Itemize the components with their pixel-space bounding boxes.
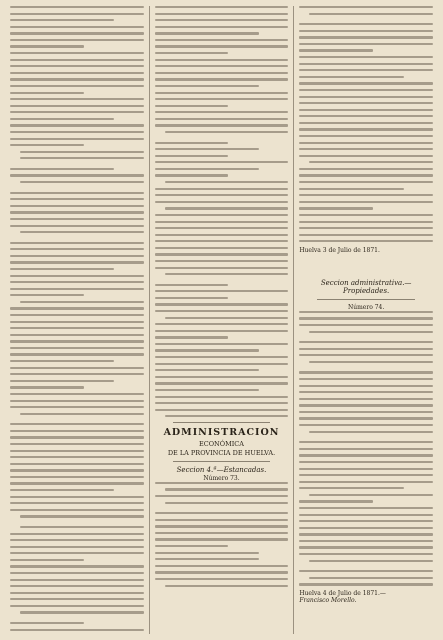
text-line <box>155 369 259 371</box>
text-line <box>10 281 144 283</box>
text-line <box>299 188 403 190</box>
text-line <box>10 367 144 369</box>
text-line <box>299 30 433 32</box>
text-line <box>299 311 433 313</box>
text-line <box>165 585 289 587</box>
column-2-text-top <box>155 6 289 417</box>
text-line <box>10 261 144 263</box>
text-line <box>155 142 229 144</box>
text-line <box>155 558 259 560</box>
text-line <box>10 78 144 80</box>
text-line <box>299 378 433 380</box>
text-line <box>299 194 433 196</box>
text-line <box>10 211 144 213</box>
text-line <box>10 546 144 548</box>
text-line <box>155 194 289 196</box>
text-line <box>10 400 144 402</box>
text-line <box>309 161 433 163</box>
text-line <box>155 356 289 358</box>
text-line <box>299 371 433 373</box>
text-line <box>299 411 433 413</box>
text-line <box>155 26 289 28</box>
section-title: ADMINISTRACION <box>163 426 280 438</box>
text-line <box>155 111 289 113</box>
text-line <box>155 85 259 87</box>
text-line <box>155 525 289 527</box>
text-line <box>155 565 289 567</box>
text-line <box>299 142 433 144</box>
text-line <box>299 174 433 176</box>
text-line <box>10 386 84 388</box>
text-line <box>155 78 289 80</box>
text-line <box>165 488 289 490</box>
text-line <box>155 247 289 249</box>
text-line <box>299 122 433 124</box>
text-line <box>20 231 144 233</box>
text-line <box>10 509 144 511</box>
text-line <box>155 188 289 190</box>
text-line <box>155 221 289 223</box>
text-line <box>155 52 229 54</box>
text-line <box>10 406 144 408</box>
text-line <box>299 448 433 450</box>
text-line <box>155 253 289 255</box>
notice-number: Número 73. <box>203 474 240 482</box>
text-line <box>10 174 144 176</box>
text-line <box>299 76 403 78</box>
text-line <box>155 118 289 120</box>
text-line <box>299 6 433 8</box>
signature-name: Francisco Morello. <box>299 596 357 604</box>
text-line <box>10 430 144 432</box>
text-line <box>10 334 144 336</box>
text-line <box>10 138 144 140</box>
text-line <box>20 151 144 153</box>
text-line <box>155 396 289 398</box>
text-line <box>10 52 144 54</box>
text-line <box>299 454 433 456</box>
text-line <box>20 526 144 528</box>
text-line <box>155 234 289 236</box>
text-line <box>299 36 433 38</box>
section-body-title: DE LA PROVINCIA DE HUELVA. <box>167 448 276 457</box>
paragraph-gap <box>155 138 289 142</box>
text-line <box>10 592 144 594</box>
text-line <box>10 327 144 329</box>
text-line <box>10 6 144 8</box>
text-line <box>299 514 433 516</box>
text-line <box>10 32 144 34</box>
text-line <box>299 424 433 426</box>
text-line <box>309 577 433 579</box>
text-line <box>10 288 144 290</box>
text-line <box>20 157 144 159</box>
text-line <box>299 63 433 65</box>
text-line <box>10 436 144 438</box>
text-line <box>299 324 433 326</box>
text-line <box>155 389 259 391</box>
text-line <box>299 56 433 58</box>
page-columns <box>6 6 437 634</box>
text-line <box>299 540 433 542</box>
text-line <box>299 441 433 443</box>
text-line <box>10 218 144 220</box>
text-line <box>10 198 144 200</box>
text-line <box>165 131 289 133</box>
text-line <box>299 89 433 91</box>
column-2-text-bottom <box>155 482 289 587</box>
text-line <box>10 393 144 395</box>
text-line <box>299 570 433 572</box>
text-line <box>10 98 144 100</box>
text-line <box>155 323 289 325</box>
text-line <box>10 105 144 107</box>
text-line <box>10 496 144 498</box>
text-line <box>299 214 433 216</box>
text-line <box>155 382 289 384</box>
text-line <box>155 571 289 573</box>
text-line <box>20 611 144 613</box>
section-subtitle: ECONÓMICA <box>199 439 244 448</box>
text-line <box>20 301 144 303</box>
text-line <box>299 417 433 419</box>
text-line <box>299 109 433 111</box>
text-line <box>155 402 289 404</box>
text-line <box>10 314 144 316</box>
text-line <box>10 489 114 491</box>
section-rule <box>317 299 415 300</box>
text-line <box>155 495 289 497</box>
subsection-title: Seccion 4.ª—Estancadas. <box>176 465 267 474</box>
text-line <box>155 343 289 345</box>
text-line <box>10 45 84 47</box>
text-line <box>299 527 433 529</box>
signature-date: Huelva 4 de Julio de 1871.— <box>299 589 386 597</box>
text-line <box>299 507 433 509</box>
text-line <box>155 105 229 107</box>
text-line <box>299 227 433 229</box>
text-line <box>10 321 144 323</box>
text-line <box>155 297 229 299</box>
text-line <box>299 23 433 25</box>
text-line <box>155 13 289 15</box>
text-line <box>155 227 289 229</box>
text-line <box>10 598 144 600</box>
section-rule <box>173 461 271 462</box>
text-line <box>155 45 289 47</box>
text-line <box>10 275 144 277</box>
text-line <box>155 155 229 157</box>
column-3-text-bottom <box>299 311 433 586</box>
text-line <box>155 267 289 269</box>
text-line <box>10 85 144 87</box>
text-line <box>155 310 289 312</box>
column-divider <box>149 6 150 634</box>
notice-number: Número 74. <box>348 303 385 311</box>
text-line <box>155 214 289 216</box>
text-line <box>155 201 289 203</box>
text-line <box>10 26 144 28</box>
section-rule <box>173 422 271 423</box>
text-line <box>299 234 433 236</box>
text-line <box>155 303 289 305</box>
text-line <box>155 376 289 378</box>
text-line <box>10 482 144 484</box>
column-3 <box>295 6 437 634</box>
text-line <box>165 273 289 275</box>
text-line <box>155 349 259 351</box>
text-line <box>165 317 289 319</box>
text-line <box>299 348 433 350</box>
text-line <box>10 443 144 445</box>
text-line <box>155 336 229 338</box>
text-line <box>155 538 289 540</box>
text-line <box>299 546 433 548</box>
text-line <box>10 456 144 458</box>
text-line <box>299 69 433 71</box>
text-line <box>155 330 289 332</box>
text-line <box>10 559 84 561</box>
text-line <box>165 502 289 504</box>
text-line <box>309 560 433 562</box>
text-line <box>10 360 114 362</box>
column-3-text-top <box>299 6 433 242</box>
text-line <box>299 168 433 170</box>
text-line <box>309 13 433 15</box>
text-line <box>299 115 433 117</box>
text-line <box>155 19 289 21</box>
text-line <box>10 579 144 581</box>
text-line <box>155 552 259 554</box>
text-line <box>10 353 144 355</box>
spacer <box>299 254 433 276</box>
text-line <box>10 502 144 504</box>
text-line <box>155 124 289 126</box>
text-line <box>299 468 433 470</box>
text-line <box>10 131 144 133</box>
text-line <box>10 294 84 296</box>
text-line <box>155 512 289 514</box>
text-line <box>299 43 433 45</box>
text-line <box>299 317 433 319</box>
text-line <box>165 415 289 417</box>
text-line <box>10 347 144 349</box>
text-line <box>10 111 144 113</box>
text-line <box>10 539 144 541</box>
text-line <box>155 532 289 534</box>
text-line <box>10 572 144 574</box>
text-line <box>299 181 433 183</box>
text-line <box>10 124 144 126</box>
text-line <box>155 6 289 8</box>
text-line <box>155 98 289 100</box>
text-line <box>299 553 433 555</box>
text-line <box>299 201 433 203</box>
text-line <box>299 461 433 463</box>
text-line <box>299 341 433 343</box>
text-line <box>10 340 144 342</box>
text-line <box>155 409 289 411</box>
text-line <box>10 225 144 227</box>
text-line <box>299 474 433 476</box>
text-line <box>155 363 289 365</box>
text-line <box>10 533 144 535</box>
text-line <box>299 481 433 483</box>
text-line <box>10 622 84 624</box>
text-line <box>299 240 433 242</box>
text-line <box>10 72 144 74</box>
text-line <box>299 404 433 406</box>
text-line <box>299 155 433 157</box>
text-line <box>155 39 289 41</box>
text-line <box>309 361 433 363</box>
text-line <box>10 242 144 244</box>
text-line <box>299 221 433 223</box>
text-line <box>20 515 144 517</box>
admin-heading: Seccion administrativa.—Propiedades. <box>320 278 412 295</box>
text-line <box>155 290 289 292</box>
text-line <box>299 82 433 84</box>
text-line <box>299 583 433 585</box>
text-line <box>299 398 433 400</box>
text-line <box>309 431 433 433</box>
text-line <box>299 354 433 356</box>
text-line <box>299 487 403 489</box>
text-line <box>299 391 433 393</box>
text-line <box>155 519 289 521</box>
text-line <box>10 59 144 61</box>
text-line <box>155 260 289 262</box>
text-line <box>10 19 114 21</box>
text-line <box>10 380 114 382</box>
text-line <box>10 65 144 67</box>
text-line <box>155 240 289 242</box>
text-line <box>10 255 144 257</box>
text-line <box>155 482 289 484</box>
text-line <box>10 469 144 471</box>
text-line <box>299 207 373 209</box>
text-line <box>10 373 144 375</box>
text-line <box>155 578 289 580</box>
text-line <box>299 148 433 150</box>
text-line <box>299 385 433 387</box>
column-divider <box>293 6 294 634</box>
text-line <box>10 92 84 94</box>
text-line <box>155 174 229 176</box>
text-line <box>10 144 84 146</box>
column-1 <box>6 6 148 634</box>
text-line <box>299 96 433 98</box>
text-line <box>155 168 259 170</box>
text-line <box>299 520 433 522</box>
text-line <box>155 161 289 163</box>
text-line <box>155 148 259 150</box>
text-line <box>10 629 144 631</box>
text-line <box>299 500 373 502</box>
text-line <box>155 65 289 67</box>
text-line <box>309 331 433 333</box>
text-line <box>299 135 433 137</box>
date-line: Huelva 3 de Julio de 1871. <box>299 246 380 254</box>
text-line <box>10 39 144 41</box>
text-line <box>299 102 433 104</box>
text-line <box>10 192 144 194</box>
text-line <box>155 545 229 547</box>
text-line <box>10 13 144 15</box>
text-line <box>10 565 144 567</box>
text-line <box>10 450 144 452</box>
text-line <box>10 307 144 309</box>
text-line <box>155 32 259 34</box>
text-line <box>299 49 373 51</box>
text-line <box>165 207 289 209</box>
text-line <box>10 605 144 607</box>
text-line <box>10 248 144 250</box>
text-line <box>10 168 114 170</box>
text-line <box>10 463 144 465</box>
text-line <box>165 181 289 183</box>
text-line <box>20 413 144 415</box>
text-line <box>155 92 289 94</box>
text-line <box>299 533 433 535</box>
text-line <box>10 423 144 425</box>
text-line <box>10 268 114 270</box>
text-line <box>309 494 433 496</box>
text-line <box>10 585 144 587</box>
text-line <box>299 128 433 130</box>
text-line <box>10 552 144 554</box>
text-line <box>10 118 114 120</box>
text-line <box>155 284 229 286</box>
column-2 <box>151 6 293 634</box>
text-line <box>10 476 144 478</box>
text-line <box>155 59 289 61</box>
text-line <box>155 72 289 74</box>
text-line <box>20 181 144 183</box>
text-line <box>10 205 144 207</box>
